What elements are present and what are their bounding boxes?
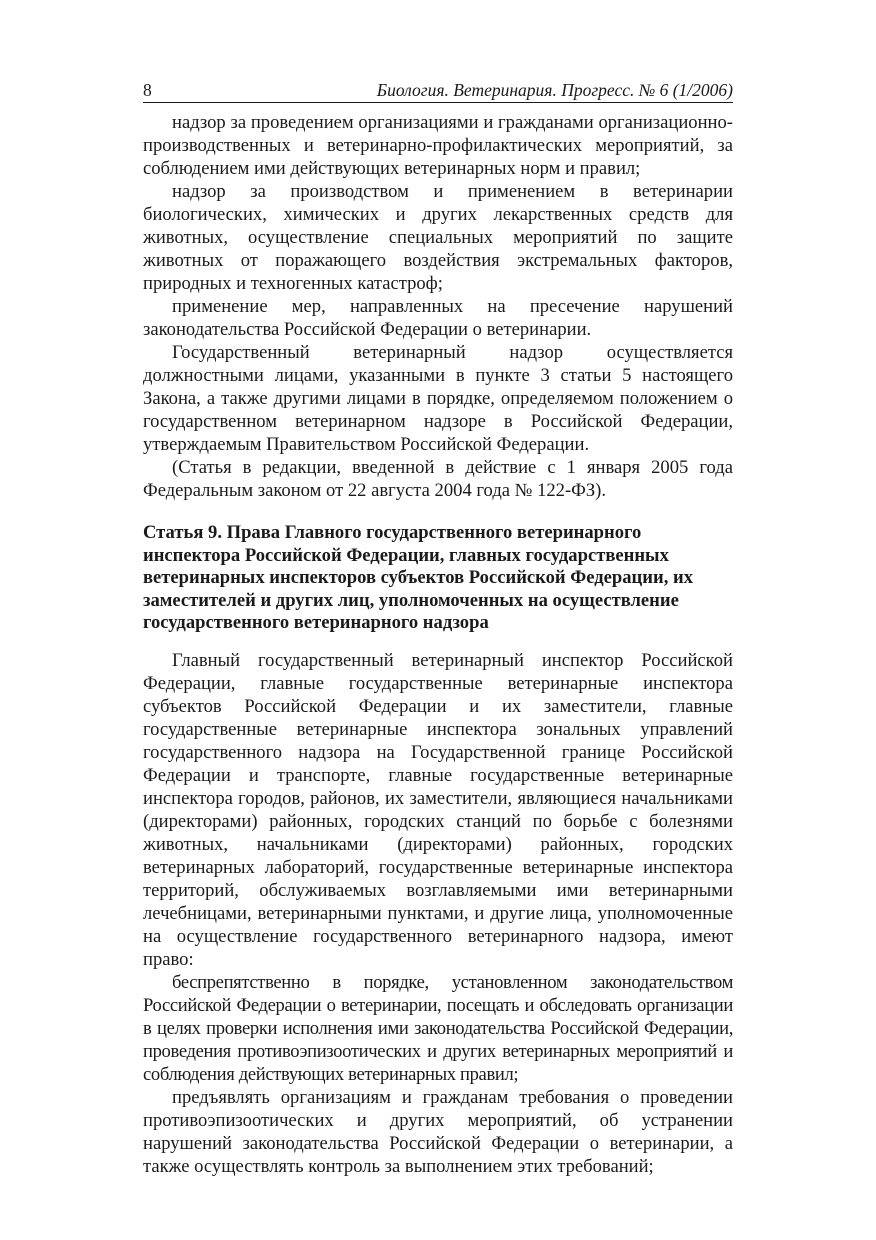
paragraph: беспрепятственно в порядке, установленном законодательством Российской Федерации о ветеринарии, посещать и обследовать организации в целях проверки исполнения ими законодательства Российской Федерации, проведения противоэпизоотических и других ветеринарных мероприятий и соблюдения действующих ветеринарных правил; <box>143 971 733 1085</box>
running-header <box>143 78 733 103</box>
paragraph: (Статья в редакции, введенной в действие с 1 января 2005 года Федеральным законом от 22 августа 2004 года № 122-ФЗ). <box>143 457 733 501</box>
paragraph: надзор за производством и применением в ветеринарии биологических, химических и других лекарственных средств для животных, осуществление специальных мероприятий по защите животных от поражающего воздействия экстремальных факторов, природных и техногенных катастроф; <box>143 181 733 294</box>
paragraph: Главный государственный ветеринарный инспектор Российской Федерации, главные государственные ветеринарные инспектора субъектов Российской Федерации и их заместители, главные государственные ветеринарные инспектора зональных управлений государственного надзора на Государственной границе Российской Федерации и транспорте, главные государственные ветеринарные инспектора городов, районов, их заместители, являющиеся начальниками (директорами) районных, городских станций по борьбе с болезнями животных, начальниками (директорами) районных, городских ветеринарных лабораторий, государственные ветеринарные инспектора территорий, обслуживаемых возглавляемыми ими ветеринарными лечебницами, ветеринарными пунктами, и другие лица, уполномоченные на осуществление государственного ветеринарного надзора, имеют право: <box>143 649 733 970</box>
article-heading: Статья 9. Права Главного государственного ветеринарного инспектора Российской Федерации, главных государственных ветеринарных инспекторов субъектов Российской Федерации, их заместителей и других лиц, уполномоченных на осуществление государственного ветеринарного надзора <box>143 522 694 633</box>
paragraph: применение мер, направленных на пресечение нарушений законодательства Российской Федерации о ветеринарии. <box>143 296 733 340</box>
article-body <box>143 111 733 1178</box>
page-number: 8 <box>143 80 152 100</box>
paragraph: предъявлять организациям и гражданам требования о проведении противоэпизоотических и других мероприятий, об устранении нарушений законодательства Российской Федерации о ветеринарии, а также осуществлять контроль за выполнением этих требований; <box>143 1086 733 1177</box>
page <box>143 78 733 1178</box>
paragraph: Государственный ветеринарный надзор осуществляется должностными лицами, указанными в пункте 3 статьи 5 настоящего Закона, а также другими лицами в порядке, определяемом положением о государственном ветеринарном надзоре в Российской Федерации, утверждаемым Правительством Российской Федерации. <box>143 342 733 455</box>
paragraph: надзор за проведением организациями и гражданами организационно-производственных и ветеринарно-профилактических мероприятий, за соблюдением ими действующих ветеринарных норм и правил; <box>143 112 733 179</box>
journal-title: Биология. Ветеринария. Прогресс. № 6 (1/2006) <box>376 80 733 100</box>
